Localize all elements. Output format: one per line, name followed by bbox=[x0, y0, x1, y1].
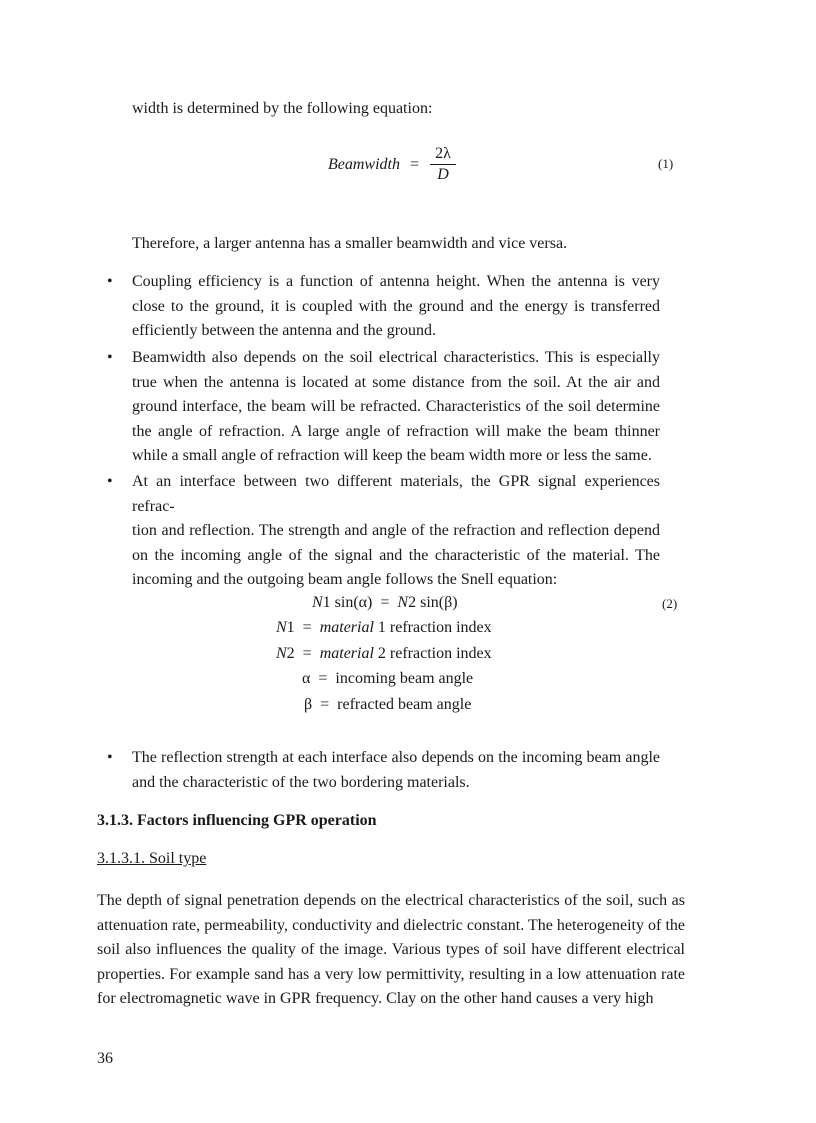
bullet3-line: tion and reflection. The strength and angle of the refraction and reflection depend bbox=[132, 522, 660, 539]
def-equals: = bbox=[302, 645, 312, 662]
eq2-n-symbol: N bbox=[397, 594, 409, 611]
def-symbol-index: 1 bbox=[286, 619, 295, 636]
eq2-main bbox=[312, 594, 458, 612]
def-symbol: β bbox=[304, 696, 313, 713]
after-eq1-text: Therefore, a larger antenna has a smaller beamwidth and vice versa. bbox=[132, 235, 568, 252]
def-symbol: N bbox=[276, 619, 287, 636]
def-description: 2 refraction index bbox=[373, 645, 492, 662]
eq1-denominator: D bbox=[437, 166, 449, 183]
def-equals: = bbox=[318, 670, 328, 687]
bullet-item-reflection: The reflection strength at each interface also depends on the incoming beam angle and the characteristic of the two bordering materials. bbox=[132, 749, 660, 791]
def-equals: = bbox=[302, 619, 312, 636]
def-symbol: N bbox=[276, 645, 287, 662]
eq2-def-alpha bbox=[302, 670, 473, 688]
eq2-n-index: 1 bbox=[322, 594, 331, 611]
bullet-symbol: • bbox=[107, 473, 113, 490]
bullet-item-beamwidth: Beamwidth also depends on the soil electrical characteristics. This is especially true when the antenna is located at some distance from the soil. At the air and ground interface, the beam will be refracted. Characteristics of the soil determine the angle of refraction. A large angle of refraction will make the beam thinner while a small angle of refraction will keep the beam width more or less the same. bbox=[132, 349, 660, 464]
eq2-number: (2) bbox=[662, 596, 678, 611]
def-symbol-index: 2 bbox=[286, 645, 295, 662]
bullet-symbol: • bbox=[107, 273, 113, 290]
def-description: incoming beam angle bbox=[335, 670, 474, 687]
bullet-symbol: • bbox=[107, 749, 113, 766]
eq2-def-n2 bbox=[276, 645, 492, 663]
soil-type-paragraph: The depth of signal penetration depends on the electrical characteristics of the soil, such as attenuation rate, permeability, conductivity and dielectric constant. The heterogeneity of the soil also influences the quality of the image. Various types of soil have different electrical properties. For example sand has a very low permittivity, resulting in a low attenuation rate for electromagnetic wave in GPR frequency. Clay on the other hand causes a very high bbox=[97, 892, 685, 1007]
intro-line: width is determined by the following equation: bbox=[132, 100, 433, 117]
bullet-item-coupling: Coupling efficiency is a function of antenna height. When the antenna is very close to the ground, it is coupled with the ground and the energy is transferred efficiently between the antenna and the ground. bbox=[132, 273, 660, 339]
bullet-item-interface bbox=[132, 470, 660, 593]
bullet3-line: At an interface between two different materials, the GPR signal experiences refrac- bbox=[132, 473, 660, 515]
eq2-def-beta bbox=[304, 696, 471, 714]
eq1-lhs bbox=[328, 156, 419, 174]
bullet-symbol: • bbox=[107, 349, 113, 366]
subsection-heading: 3.1.3.1. Soil type bbox=[97, 850, 207, 867]
eq1-number: (1) bbox=[658, 156, 674, 171]
eq1-beamwidth: Beamwidth bbox=[328, 156, 400, 173]
eq2-n-symbol: N bbox=[312, 594, 323, 611]
eq2-n-index: 2 bbox=[408, 594, 417, 611]
eq1-numerator: 2λ bbox=[435, 145, 451, 162]
page-number: 36 bbox=[97, 1050, 113, 1067]
bullet3-line: on the incoming angle of the signal and the characteristic of the material. The bbox=[132, 546, 660, 564]
def-word: material bbox=[319, 619, 374, 636]
eq2-def-n1 bbox=[276, 619, 492, 637]
eq2-equals: = bbox=[380, 594, 390, 611]
def-symbol: α bbox=[302, 670, 311, 687]
def-word: material bbox=[319, 645, 374, 662]
eq1-equals: = bbox=[410, 156, 420, 173]
def-description: 1 refraction index bbox=[373, 619, 492, 636]
eq2-sin-alpha: sin(α) bbox=[334, 594, 373, 611]
def-description: refracted beam angle bbox=[337, 696, 472, 713]
bullet3-line: incoming and the outgoing beam angle follows the Snell equation: bbox=[132, 571, 558, 588]
eq1-fraction bbox=[428, 144, 458, 185]
def-equals: = bbox=[320, 696, 330, 713]
eq2-sin-beta: sin(β) bbox=[420, 594, 458, 611]
section-heading: 3.1.3. Factors influencing GPR operation bbox=[97, 812, 377, 829]
